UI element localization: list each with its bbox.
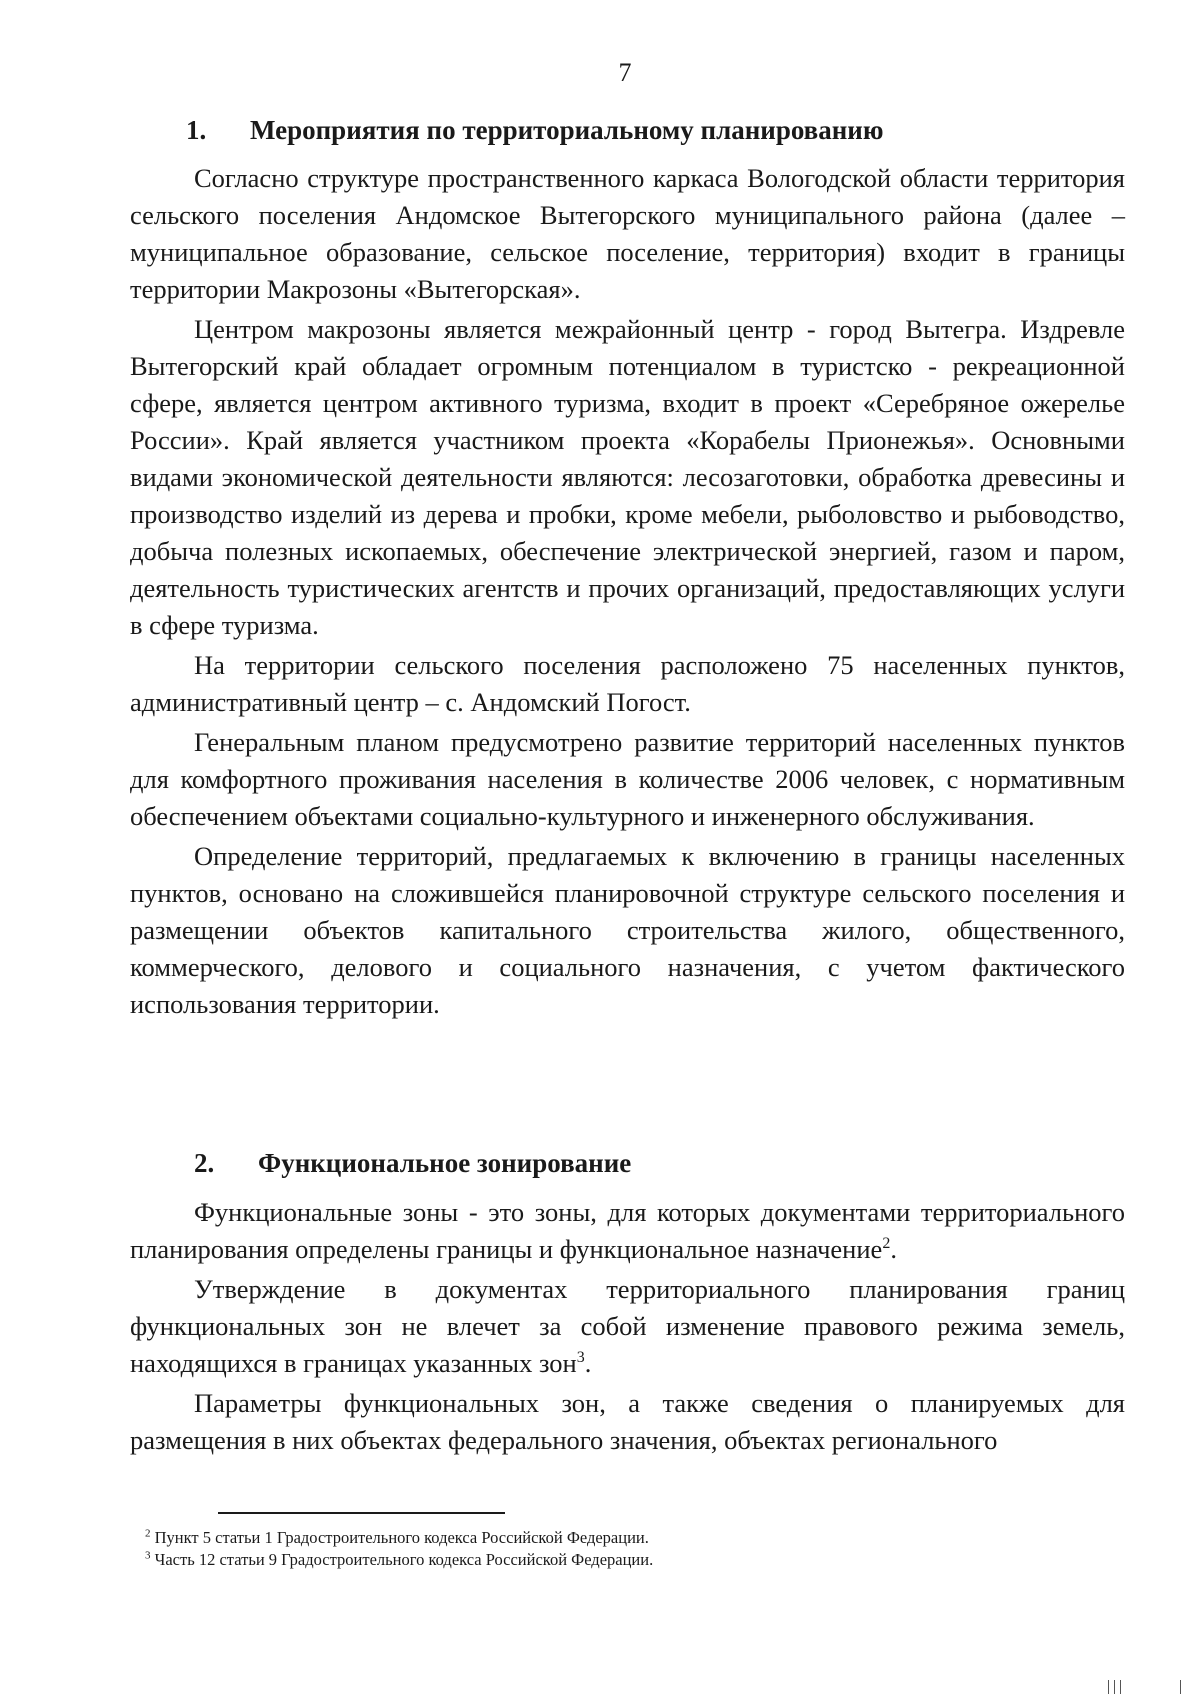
footnote-marker: 3 (145, 1549, 151, 1562)
footnote: $^3$ Часть 12 статьи 9 Градостроительного кодекса Российской Федерации. (145, 1549, 654, 1569)
paragraph: Функциональные зоны - это зоны, для которых документами территориального планирования определены границы и функциональное назначение$^2$. (130, 1197, 1125, 1264)
scan-artifact (1180, 1680, 1181, 1694)
section-heading (130, 1146, 1125, 1180)
footnote-separator (218, 1512, 505, 1514)
scan-artifact (1120, 1680, 1121, 1694)
scan-artifact (1108, 1680, 1109, 1694)
page-number: 7 (618, 58, 632, 87)
section-number: 2. (194, 1148, 215, 1178)
paragraph: Определение территорий, предлагаемых к включению в границы населенных пунктов, основано на сложившейся планировочной структуре сельского поселения и размещении объектов капитального строительства жилого, общественного, коммерческого, делового и социального назначения, с учетом фактического использования территории. (130, 841, 1125, 1019)
section-1 (130, 113, 1125, 147)
section-title: Мероприятия по территориальному планированию (250, 115, 884, 145)
footnote-ref: 2 (882, 1235, 891, 1253)
section-2-body (130, 1194, 1125, 1459)
paragraph: Генеральным планом предусмотрено развитие территорий населенных пунктов для комфортного проживания населения в количестве 2006 человек, с нормативным обеспечением объектами социально-культурного и инженерного обслуживания. (130, 727, 1125, 831)
footnote-ref: 3 (576, 1349, 585, 1367)
section-1-body (130, 160, 1125, 1023)
paragraph: Центром макрозоны является межрайонный центр - город Вытегра. Издревле Вытегорский край обладает огромным потенциалом в туристско - рекреационной сфере, является центром активного туризма, входит в проект «Серебряное ожерелье России». Край является участником проекта «Корабелы Прионежья». Основными видами экономической деятельности являются: лесозаготовки, обработка древесины и производство изделий из дерева и пробки, кроме мебели, рыболовство и рыбоводство, добыча полезных ископаемых, обеспечение электрической энергией, газом и паром, деятельность туристических агентств и прочих организаций, предоставляющих услуги в сфере туризма. (130, 314, 1125, 640)
section-heading (130, 113, 1125, 147)
paragraph: На территории сельского поселения расположено 75 населенных пунктов, административный центр – с. Андомский Погост. (130, 650, 1125, 717)
footnotes (145, 1527, 1045, 1571)
section-title: Функциональное зонирование (258, 1148, 632, 1178)
footnote-marker: 2 (145, 1527, 151, 1540)
section-number: 1. (186, 115, 207, 145)
paragraph: Утверждение в документах территориального планирования границ функциональных зон не влечет за собой изменение правового режима земель, находящихся в границах указанных зон$^3$. (130, 1274, 1125, 1378)
scan-artifact (1114, 1680, 1115, 1694)
footnote: $^2$ Пункт 5 статьи 1 Градостроительного кодекса Российской Федерации. (145, 1527, 649, 1547)
section-2 (130, 1146, 1125, 1180)
paragraph: Параметры функциональных зон, а также сведения о планируемых для размещения в них объектах федерального значения, объектах регионального (130, 1388, 1125, 1455)
paragraph: Согласно структуре пространственного каркаса Вологодской области территория сельского поселения Андомское Вытегорского муниципального района (далее – муниципальное образование, сельское поселение, территория) входит в границы территории Макрозоны «Вытегорская». (130, 163, 1125, 304)
